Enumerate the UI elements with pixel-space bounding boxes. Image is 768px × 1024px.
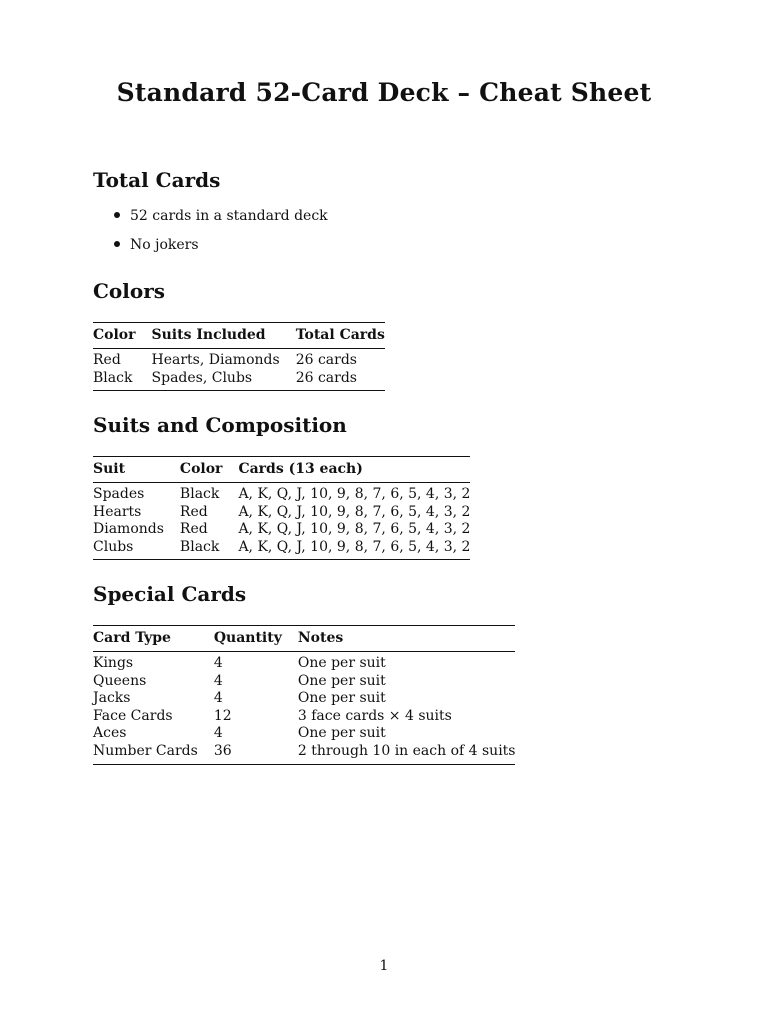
table-cell: Spades bbox=[93, 486, 145, 502]
table-cell: A, K, Q, J, 10, 9, 8, 7, 6, 5, 4, 3, 2 bbox=[238, 486, 471, 502]
table-cell: 12 bbox=[213, 707, 232, 724]
section-heading-total-cards: Total Cards bbox=[93, 168, 221, 192]
page-title: Standard 52-Card Deck – Cheat Sheet bbox=[116, 78, 652, 107]
column-header: Quantity bbox=[214, 626, 298, 652]
table-cell: A, K, Q, J, 10, 9, 8, 7, 6, 5, 4, 3, 2 bbox=[238, 539, 470, 560]
table-header-row bbox=[93, 323, 385, 349]
table-cell: Diamonds bbox=[93, 521, 164, 538]
page-number: 1 bbox=[379, 958, 389, 974]
table-cell: Black bbox=[93, 370, 152, 391]
column-header: Color bbox=[180, 457, 239, 483]
table-row bbox=[93, 673, 515, 691]
table-cell: 4 bbox=[213, 690, 223, 707]
table-cell: Kings bbox=[93, 655, 134, 671]
table-cell: Face Cards bbox=[93, 707, 173, 724]
bullet-icon bbox=[114, 212, 120, 218]
colors-table bbox=[93, 322, 385, 391]
table-header-row bbox=[93, 626, 515, 652]
list-item-text: 52 cards in a standard deck bbox=[130, 208, 328, 224]
table-cell: Spades, Clubs bbox=[152, 370, 296, 391]
table-row bbox=[93, 708, 515, 726]
table-cell: 4 bbox=[213, 725, 223, 742]
table-cell: One per suit bbox=[297, 690, 386, 707]
special-cards-table bbox=[93, 625, 515, 765]
table-row bbox=[93, 725, 515, 743]
section-heading-special-cards: Special Cards bbox=[93, 582, 247, 606]
table-cell: Black bbox=[179, 486, 220, 502]
table-row bbox=[93, 504, 470, 522]
table-header-row bbox=[93, 457, 470, 483]
column-header: Notes bbox=[298, 626, 516, 652]
table-row bbox=[93, 483, 470, 504]
table-cell: Red bbox=[93, 352, 121, 368]
table-cell: 4 bbox=[213, 655, 223, 671]
table-cell: Hearts, Diamonds bbox=[151, 352, 280, 368]
table-cell: Jacks bbox=[93, 690, 131, 707]
table-cell: 3 face cards × 4 suits bbox=[297, 707, 452, 724]
table-cell: 26 cards bbox=[296, 370, 385, 391]
table-cell: Number Cards bbox=[93, 743, 214, 764]
table-cell: One per suit bbox=[297, 725, 386, 742]
table-cell: Clubs bbox=[93, 539, 180, 560]
table-cell: A, K, Q, J, 10, 9, 8, 7, 6, 5, 4, 3, 2 bbox=[238, 503, 471, 520]
table-row bbox=[93, 743, 515, 764]
column-header: Cards (13 each) bbox=[238, 457, 470, 483]
table-cell: 36 bbox=[214, 743, 298, 764]
column-header: Card Type bbox=[93, 626, 214, 652]
table-cell: 2 through 10 in each of 4 suits bbox=[298, 743, 516, 764]
table-cell: Red bbox=[179, 503, 208, 520]
table-cell: Aces bbox=[93, 725, 127, 742]
table-cell: Hearts bbox=[93, 503, 142, 520]
table-cell: One per suit bbox=[297, 672, 386, 689]
section-heading-suits: Suits and Composition bbox=[93, 413, 347, 437]
section-heading-colors: Colors bbox=[93, 279, 165, 303]
table-cell: A, K, Q, J, 10, 9, 8, 7, 6, 5, 4, 3, 2 bbox=[238, 521, 471, 538]
table-cell: Black bbox=[180, 539, 239, 560]
table-row bbox=[93, 690, 515, 708]
column-header: Suit bbox=[93, 457, 180, 483]
suits-table bbox=[93, 456, 470, 560]
table-cell: One per suit bbox=[297, 655, 386, 671]
table-cell: Red bbox=[179, 521, 208, 538]
table-row bbox=[93, 349, 385, 370]
table-row bbox=[93, 521, 470, 539]
table-cell: 26 cards bbox=[295, 352, 357, 368]
column-header: Total Cards bbox=[296, 323, 385, 349]
total-cards-list bbox=[114, 207, 328, 265]
list-item bbox=[114, 207, 328, 236]
table-row bbox=[93, 539, 470, 560]
column-header: Suits Included bbox=[152, 323, 296, 349]
list-item-text: No jokers bbox=[130, 237, 199, 253]
table-row bbox=[93, 370, 385, 391]
column-header: Color bbox=[93, 323, 152, 349]
bullet-icon bbox=[114, 241, 120, 247]
table-row bbox=[93, 652, 515, 673]
table-cell: 4 bbox=[213, 672, 223, 689]
list-item bbox=[114, 236, 328, 265]
table-cell: Queens bbox=[93, 672, 147, 689]
